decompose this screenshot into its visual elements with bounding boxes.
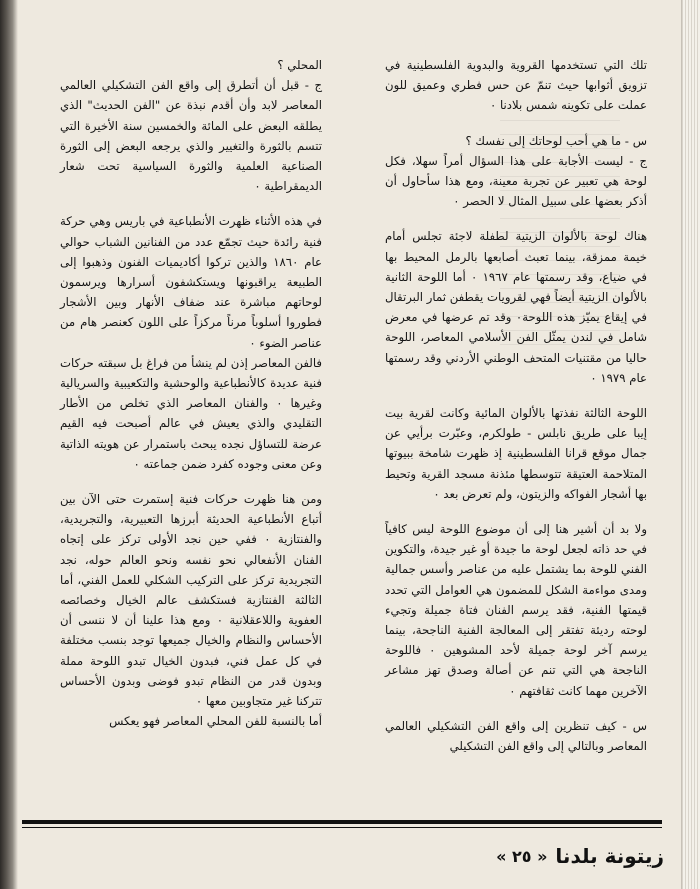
page-footer [496,844,664,868]
right-paragraph-6: س - كيف تنظرين إلى واقع الفن التشكيلي العالمي المعاصر وبالتالي إلى واقع الفن التشكيلي [385,718,647,754]
footer-rule-thick [22,820,662,824]
right-paragraph-1: تلك التي تستخدمها القروية والبدوية الفلسطينية في تزويق أثوابها حيث تنمّ عن حس فطري وعميق للون عملت على تكوينه شمس بلادنا ٠ [385,58,647,113]
magazine-title: زيتونة بلدنا [555,844,664,868]
page-edge [681,0,700,889]
left-paragraph-3: ومن هنا ظهرت حركات فنية إستمرت حتى الآن بين أتباع الأنطباعية الحديثة أبرزها التعبيرية، والتجريدية، والفنتازية ٠ ففي حين نجد الأولى تركز على إتجاه الفنان الأنفعالي نحو نفسه ونحو العالم حوله، نجد التجريدية تركز على التركيب الشكلي للعمل الفني، أما الثالثة الفنتازية فستكشف عالم الخيال وخصائصه العفوية واللاعقلانية ٠ ومع هذا علينا أن لا ننسى أن الأحساس والنظام والخيال جميعها توجد بنسب مختلفة في كل عمل فني، فبدون الخيال تبدو اللوحة مملة وبدون قدر من النظام تبدو فوضى وبدون الأحساس تتركنا غير متجاوبين معها ٠ أما بالنسبة للفن المحلي المعاصر فهو يعكس [60,492,322,729]
footer-rule-thin [22,827,662,828]
right-paragraph-4: اللوحة الثالثة نفذتها بالألوان المائية وكانت لقرية بيت إيبا على طريق نابلس - طولكرم، وعبّرت برأيي عن جمال موقع قرانا الفلسطينية إذ ظهرت شامخة ببيوتها المتلاحمة العتيقة تتوسطها مئذنة مسجد القرية وتحيط بها أشجار الفواكه والزيتون، ولم تعرض بعد ٠ [385,406,647,501]
left-paragraph-2: في هذه الأثناء ظهرت الأنطباعية في باريس وهي حركة فنية رائدة حيث تجمّع عدد من الفنانين الشباب حوالي عام ١٨٦٠ والذين تركوا أكاديميات الفنون وذهبوا إلى الطبيعة يراقبونها ويستكشفون أسرارها ويرسمون لوحاتهم مباشرة عند ضفاف الأنهار وبين الأشجار فطوروا أسلوباً مرناً مركزاً على اللون كعنصر هام من عناصر الضوء ٠ فالفن المعاصر إذن لم ينشأ من فراغ بل سبقته حركات فنية عديدة كالأنطباعية والوحشية والتكعيبية والسريالية وغيرها ٠ والفنان المعاصر الذي تخلص من الأطار التقليدي والذي يعيش في عالم أصبحت فيه القيم عرضة للتساؤل نجده يبحث باستمرار عن هويته الذاتية وعن معنى وجوده كفرد ضمن جماعته ٠ [60,214,323,471]
right-paragraph-3: هناك لوحة بالألوان الزيتية لطفلة لاجئة تجلس أمام خيمة ممزقة، بينما تعبث أصابعها بالرمل المحيط بها في ضياع، وقد رسمتها عام ١٩٦٧ ٠ أما اللوحة الثانية بالألوان الزيتية أيضاً فهي لقرويات يقطفن ثمار البرتقال في إيقاع يميّز هذه اللوحة٠ وقد تم عرضها في معرض شامل في لندن يمثّل الفن الأسلامي المعاصر، اللوحة حاليا من مقتنيات المتحف الوطني الأردني وقد رسمتها عام ١٩٧٩ ٠ [385,229,647,385]
right-paragraph-2: س - ما هي أحب لوحاتك إلى نفسك ؟ ج - ليست الأجابة على هذا السؤال أمراً سهلا، فكل لوحة هي تعبير عن تجربة معينة، ومع هذا سأحاول أن أذكر بعضها على سبيل المثال لا الحصر ٠ [385,133,647,209]
left-column [60,55,322,732]
binding-shadow [0,0,18,889]
page-number: « ٢٥ » [496,846,548,866]
right-column [385,55,647,756]
right-paragraph-5: ولا بد أن أشير هنا إلى أن موضوع اللوحة ليس كافياً في حد ذاته لجعل لوحة ما جيدة أو غير جيدة، والتكوين الفني للوحة بما يشتمل عليه من عناصر وأسس جمالية ومدى مواءمة الشكل للمضمون هي العوامل التي تحدد قيمتها الفنية، فقد يرسم الفنان فتاة جميلة وتجيء لوحته رديئة تفتقر إلى المعالجة الفنية الناجحة، بينما يرسم آخر لوحة جميلة لأحد المشوهين ٠ فاللوحة الناجحة هي التي تنم عن أصالة وصدق تهز مشاعر الآخرين مهما كانت ثقافتهم ٠ [385,522,648,698]
left-paragraph-1: المحلي ؟ ج - قبل أن أتطرق إلى واقع الفن التشكيلي العالمي المعاصر لابد وأن أقدم نبذة عن "الفن الحديث" الذي يطلقه البعض على المائة والخمسين سنة الأخيرة التي تتسم بالثورة والتغيير والذي يرجعه البعض إلى الثورة الصناعية العلمية والثورة السياسية تحت شعار الديمقراطية ٠ [60,58,322,194]
